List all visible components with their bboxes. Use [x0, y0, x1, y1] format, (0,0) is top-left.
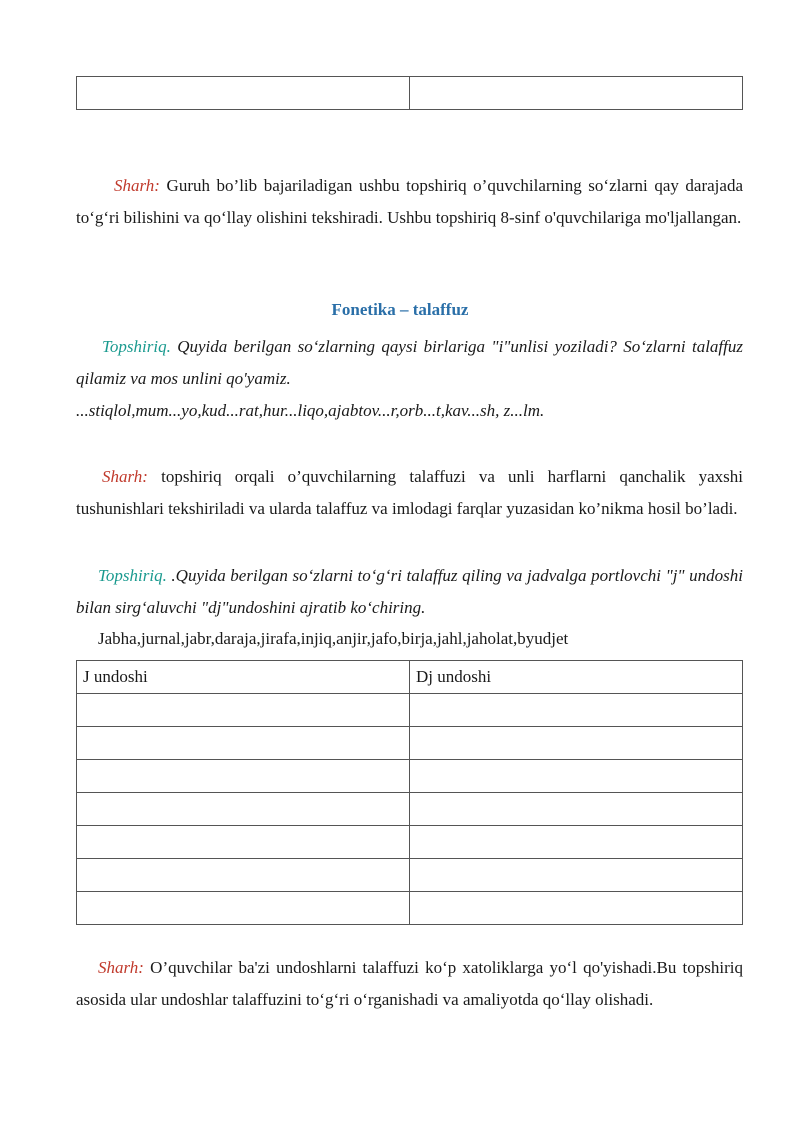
table-row	[77, 77, 743, 110]
section-heading: Fonetika – talaffuz	[331, 300, 469, 319]
task-text: Quyida berilgan so‘zlarning qaysi birlariga "i"unlisi yoziladi? So‘zlarni talaffuz qilamiz va mos unlini qo'yamiz.	[76, 337, 743, 388]
table-row	[77, 793, 743, 826]
task-words-2: Jabha,jurnal,jabr,daraja,jirafa,injiq,anjir,jafo,birja,jahl,jaholat,byudjet	[98, 629, 569, 648]
table-row	[77, 694, 743, 727]
comment-text: topshiriq orqali o’quvchilarning talaffuzi va unli harflarni qanchalik yaxshi tushunishlari tekshiriladi va ularda talaffuz va imlodagi farqlar yuzasidan ko’nikma hosil bo’ladi.	[76, 467, 743, 518]
top-table	[76, 76, 743, 110]
table-cell	[410, 694, 743, 727]
table-cell	[77, 760, 410, 793]
task-label: Topshiriq.	[102, 337, 171, 356]
table-header-row	[77, 661, 743, 694]
comment-label: Sharh:	[114, 176, 160, 195]
table-row	[77, 892, 743, 925]
table-cell	[77, 77, 410, 110]
column-header-dj: Dj undoshi	[410, 661, 743, 694]
comment-paragraph-2	[76, 461, 743, 525]
task-text: .Quyida berilgan so‘zlarni to‘g‘ri talaffuz qiling va jadvalga portlovchi "j" undoshi bilan sirg‘aluvchi "dj"undoshini ajratib ko‘chiring.	[76, 566, 743, 617]
table-cell	[77, 727, 410, 760]
table-cell	[77, 793, 410, 826]
table-cell	[77, 694, 410, 727]
table-row	[77, 760, 743, 793]
table-cell	[410, 859, 743, 892]
table-row	[77, 826, 743, 859]
table-row	[77, 859, 743, 892]
table-cell	[77, 826, 410, 859]
table-cell	[410, 760, 743, 793]
table-cell	[410, 793, 743, 826]
comment-label: Sharh:	[102, 467, 148, 486]
comment-paragraph-3	[76, 952, 743, 1016]
table-cell	[77, 892, 410, 925]
table-cell	[410, 77, 743, 110]
task-label: Topshiriq.	[98, 566, 167, 585]
comment-text: O’quvchilar ba'zi undoshlarni talaffuzi ko‘p xatoliklarga yo‘l qo'yishadi.Bu topshiriq asosida ular undoshlar talaffuzini to‘g‘ri o‘rganishadi va amaliyotda qo‘llay olishadi.	[76, 958, 743, 1009]
comment-text: Guruh bo’lib bajariladigan ushbu topshiriq o’quvchilarning so‘zlarni qay darajada to‘g‘ri bilishini va qo‘llay olishini tekshiradi. Ushbu topshiriq 8-sinf o'quvchilariga mo'ljallangan.	[76, 176, 743, 227]
task-paragraph-1	[76, 331, 743, 395]
table-row	[77, 727, 743, 760]
consonant-table	[76, 660, 743, 925]
column-header-j: J undoshi	[77, 661, 410, 694]
comment-label: Sharh:	[98, 958, 144, 977]
table-cell	[410, 892, 743, 925]
table-cell	[410, 826, 743, 859]
comment-paragraph-1	[76, 170, 743, 234]
table-cell	[77, 859, 410, 892]
task-paragraph-2	[76, 560, 743, 624]
task-words-1: ...stiqlol,mum...yo,kud...rat,hur...liqo,ajabtov...r,orb...t,kav...sh, z...lm.	[76, 401, 545, 420]
table-cell	[410, 727, 743, 760]
